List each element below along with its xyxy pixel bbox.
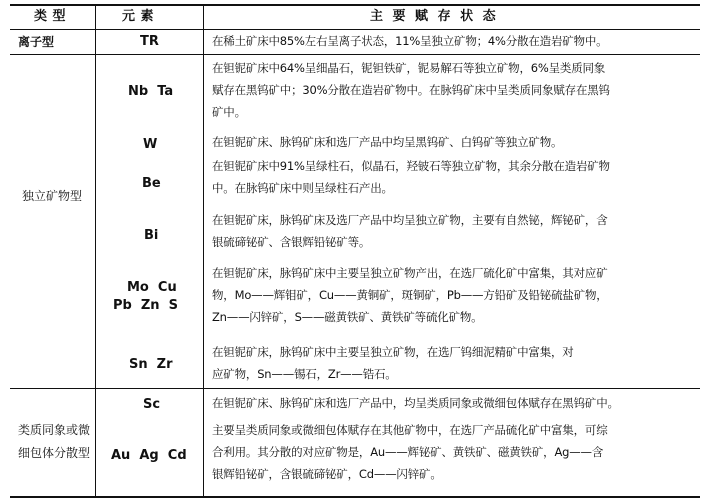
element-be: Be: [142, 176, 161, 191]
independent-bottom-rule: [10, 388, 700, 389]
desc-tr: 在稀土矿床中85%左右呈离子状态，11%呈独立矿物；4%分散在造岩矿物中。: [212, 34, 608, 48]
element-w: W: [143, 137, 158, 152]
type-ionic: 离子型: [18, 35, 55, 49]
type-isomorphous-line1: 类质同象或微: [18, 423, 91, 437]
type-isomorphous-line2: 细包体分散型: [18, 446, 91, 460]
header-type: 类 型: [34, 9, 67, 24]
element-nb-ta: Nb Ta: [128, 84, 174, 99]
top-rule: [10, 4, 700, 6]
bottom-rule: [10, 496, 700, 498]
desc-nb-ta: 在钽铌矿床中64%呈细晶石，铌钽铁矿，铌易解石等独立矿物，6%呈类质同象 赋存在黑钨矿中；30%分散在造岩矿物中。在脉钨矿床中呈类质同象赋存在黑钨 矿中。: [212, 61, 610, 119]
element-pb-zn-s: Pb Zn S: [113, 298, 178, 313]
desc-w: 在钽铌矿床、脉钨矿床和选厂产品中均呈黑钨矿、白钨矿等独立矿物。: [212, 135, 563, 149]
type-independent: 独立矿物型: [22, 189, 83, 203]
desc-be: 在钽铌矿床中91%呈绿柱石，似晶石，羟铍石等独立矿物，其余分散在造岩矿物 中。在脉钨矿床中则呈绿柱石产出。: [212, 159, 610, 195]
ionic-bottom-rule: [10, 54, 700, 55]
header-state: 主 要 赋 存 状 态: [370, 9, 497, 24]
element-bi: Bi: [144, 228, 159, 243]
element-sn-zr: Sn Zr: [129, 357, 173, 372]
desc-bi: 在钽铌矿床，脉钨矿床及选厂产品中均呈独立矿物，主要有自然铋，辉铋矿，含 银硫碲铋矿、含银辉铅铋矿等。: [212, 213, 608, 249]
element-au-ag-cd: Au Ag Cd: [111, 448, 187, 463]
element-sc: Sc: [143, 397, 161, 412]
col-divider-2: [203, 4, 204, 497]
element-mo-cu: Mo Cu: [127, 280, 177, 295]
col-divider-1: [95, 4, 96, 497]
desc-mo-cu-pb-zn-s: 在钽铌矿床，脉钨矿床中主要呈独立矿物产出，在选厂硫化矿中富集，其对应矿 物，Mo——辉钼矿，Cu——黄铜矿，斑铜矿，Pb——方铅矿及铅铋硫盐矿物， Zn——闪锌矿，S——磁黄铁矿、黄铁矿等硫化矿物。: [212, 266, 608, 324]
desc-au-ag-cd: 主要呈类质同象或微细包体赋存在其他矿物中，在选厂产品硫化矿中富集，可综 合利用。其分散的对应矿物是，Au——辉铋矿、黄铁矿、磁黄铁矿，Ag——含 银辉铅铋矿，含银硫碲铋矿，Cd——闪锌矿。: [212, 423, 608, 481]
desc-sn-zr: 在钽铌矿床，脉钨矿床中主要呈独立矿物，在选厂钨细泥精矿中富集，对 应矿物，Sn——锡石，Zr——锆石。: [212, 345, 574, 381]
element-tr: TR: [140, 34, 159, 49]
desc-sc: 在钽铌矿床、脉钨矿床和选厂产品中，均呈类质同象或微细包体赋存在黑钨矿中。: [212, 396, 619, 410]
header-element: 元 素: [122, 9, 155, 24]
